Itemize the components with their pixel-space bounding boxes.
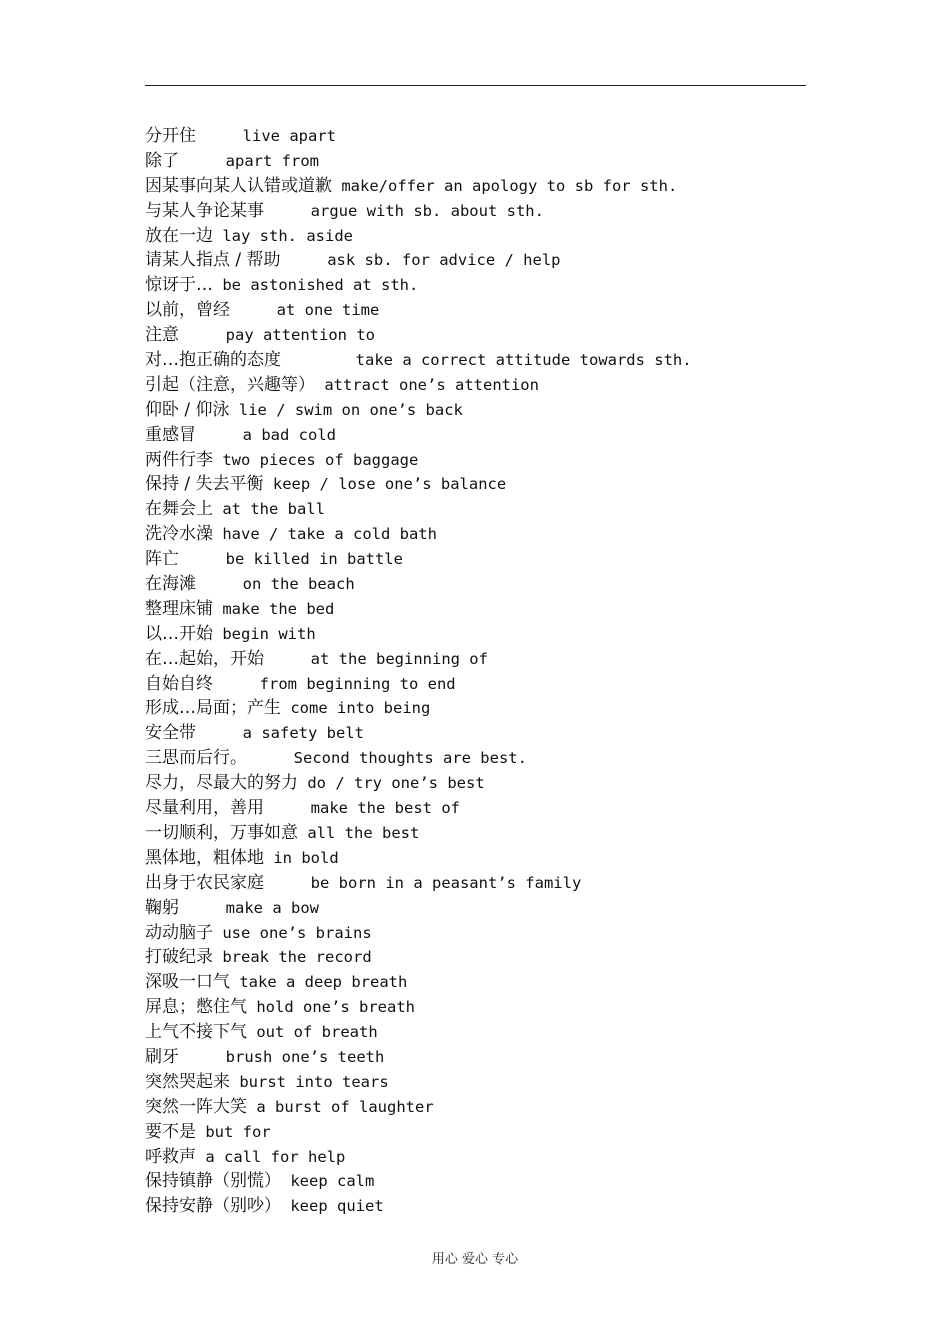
english-phrase: be killed in battle bbox=[225, 550, 403, 569]
chinese-phrase: 对…抱正确的态度 bbox=[145, 350, 281, 371]
chinese-phrase: 放在一边 bbox=[145, 225, 213, 246]
phrase-spacing bbox=[281, 699, 290, 717]
phrase-spacing bbox=[230, 401, 239, 419]
english-phrase: from beginning to end bbox=[259, 674, 456, 693]
vocab-entry bbox=[145, 497, 692, 522]
phrase-spacing bbox=[213, 600, 222, 618]
vocab-entry bbox=[145, 871, 692, 896]
english-phrase: at one time bbox=[276, 301, 380, 320]
chinese-phrase: 惊讶于… bbox=[145, 275, 213, 296]
english-phrase: keep calm bbox=[290, 1172, 375, 1191]
vocab-entry bbox=[145, 597, 692, 622]
vocab-entry bbox=[145, 472, 692, 497]
vocab-entry bbox=[145, 423, 692, 448]
phrase-spacing bbox=[196, 724, 243, 742]
phrase-spacing bbox=[213, 924, 222, 942]
chinese-phrase: 黑体地，粗体地 bbox=[145, 847, 264, 868]
phrase-spacing bbox=[264, 475, 273, 493]
english-phrase: ask sb. for advice / help bbox=[327, 251, 561, 270]
phrase-spacing bbox=[264, 202, 311, 220]
vocab-entry bbox=[145, 945, 692, 970]
vocab-entry bbox=[145, 846, 692, 871]
chinese-phrase: 阵亡 bbox=[145, 549, 179, 570]
phrase-spacing bbox=[247, 1023, 256, 1041]
english-phrase: break the record bbox=[222, 948, 372, 967]
chinese-phrase: 一切顺利，万事如意 bbox=[145, 822, 298, 843]
phrase-spacing bbox=[281, 251, 328, 269]
vocab-entry bbox=[145, 572, 692, 597]
vocab-entry bbox=[145, 373, 692, 398]
english-phrase: attract one’s attention bbox=[324, 375, 539, 394]
chinese-phrase: 保持镇静（别慌） bbox=[145, 1171, 281, 1192]
vocab-entry bbox=[145, 547, 692, 572]
phrase-spacing bbox=[281, 1172, 290, 1190]
phrase-spacing bbox=[281, 1197, 290, 1215]
phrase-spacing bbox=[213, 948, 222, 966]
english-phrase: use one’s brains bbox=[222, 923, 372, 942]
chinese-phrase: 深吸一口气 bbox=[145, 972, 230, 993]
english-phrase: a safety belt bbox=[242, 724, 364, 743]
phrase-spacing bbox=[247, 749, 294, 767]
vocab-entry bbox=[145, 248, 692, 273]
english-phrase: argue with sb. about sth. bbox=[310, 201, 544, 220]
phrase-spacing bbox=[247, 1098, 256, 1116]
chinese-phrase: 安全带 bbox=[145, 723, 196, 744]
vocab-entry bbox=[145, 1194, 692, 1219]
vocab-entry bbox=[145, 995, 692, 1020]
english-phrase: brush one’s teeth bbox=[225, 1047, 385, 1066]
phrase-spacing bbox=[213, 451, 222, 469]
english-phrase: be astonished at sth. bbox=[222, 276, 419, 295]
phrase-spacing bbox=[179, 899, 226, 917]
english-phrase: a bad cold bbox=[242, 425, 336, 444]
english-phrase: apart from bbox=[225, 151, 319, 170]
phrase-spacing bbox=[179, 550, 226, 568]
vocab-entry bbox=[145, 199, 692, 224]
english-phrase: lie / swim on one’s back bbox=[238, 400, 463, 419]
chinese-phrase: 整理床铺 bbox=[145, 598, 213, 619]
phrase-spacing bbox=[196, 127, 243, 145]
english-phrase: a call for help bbox=[205, 1147, 346, 1166]
phrase-spacing bbox=[196, 575, 243, 593]
vocab-entry bbox=[145, 398, 692, 423]
chinese-phrase: 尽量利用，善用 bbox=[145, 798, 264, 819]
vocab-entry bbox=[145, 647, 692, 672]
vocab-entry bbox=[145, 1145, 692, 1170]
vocab-entry bbox=[145, 522, 692, 547]
english-phrase: make the bed bbox=[222, 599, 335, 618]
chinese-phrase: 因某事向某人认错或道歉 bbox=[145, 175, 332, 196]
vocab-entry bbox=[145, 174, 692, 199]
phrase-spacing bbox=[230, 973, 239, 991]
chinese-phrase: 形成…局面；产生 bbox=[145, 698, 281, 719]
english-phrase: a burst of laughter bbox=[256, 1097, 434, 1116]
chinese-phrase: 突然一阵大笑 bbox=[145, 1096, 247, 1117]
chinese-phrase: 洗冷水澡 bbox=[145, 524, 213, 545]
chinese-phrase: 刷牙 bbox=[145, 1046, 179, 1067]
chinese-phrase: 分开住 bbox=[145, 126, 196, 146]
chinese-phrase: 突然哭起来 bbox=[145, 1071, 230, 1092]
chinese-phrase: 除了 bbox=[145, 150, 179, 171]
phrase-spacing bbox=[264, 874, 311, 892]
chinese-phrase: 在舞会上 bbox=[145, 499, 213, 520]
chinese-phrase: 自始自终 bbox=[145, 673, 213, 694]
english-phrase: at the beginning of bbox=[310, 649, 488, 668]
chinese-phrase: 打破纪录 bbox=[145, 947, 213, 968]
vocab-entry bbox=[145, 298, 692, 323]
vocab-entry bbox=[145, 273, 692, 298]
chinese-phrase: 动动脑子 bbox=[145, 922, 213, 943]
phrase-spacing bbox=[196, 1123, 205, 1141]
chinese-phrase: 与某人争论某事 bbox=[145, 200, 264, 221]
english-phrase: do / try one’s best bbox=[307, 774, 485, 793]
chinese-phrase: 以…开始 bbox=[145, 623, 213, 644]
chinese-phrase: 两件行李 bbox=[145, 449, 213, 470]
phrase-spacing bbox=[332, 177, 341, 195]
english-phrase: but for bbox=[205, 1122, 271, 1141]
phrase-spacing bbox=[179, 326, 226, 344]
phrase-spacing bbox=[264, 799, 311, 817]
english-phrase: on the beach bbox=[242, 575, 355, 594]
chinese-phrase: 三思而后行。 bbox=[145, 748, 247, 769]
english-phrase: keep / lose one’s balance bbox=[272, 475, 507, 494]
english-phrase: come into being bbox=[290, 699, 431, 718]
english-phrase: in bold bbox=[273, 848, 339, 867]
vocab-entry bbox=[145, 1169, 692, 1194]
vocab-entry bbox=[145, 896, 692, 921]
vocab-entry bbox=[145, 448, 692, 473]
chinese-phrase: 上气不接下气 bbox=[145, 1022, 247, 1043]
phrase-spacing bbox=[264, 849, 273, 867]
chinese-phrase: 以前，曾经 bbox=[145, 300, 230, 321]
chinese-phrase: 出身于农民家庭 bbox=[145, 872, 264, 893]
english-phrase: begin with bbox=[222, 624, 316, 643]
chinese-phrase: 在海滩 bbox=[145, 574, 196, 595]
phrase-spacing bbox=[179, 152, 226, 170]
vocab-entry bbox=[145, 1120, 692, 1145]
vocab-entry bbox=[145, 149, 692, 174]
english-phrase: lay sth. aside bbox=[222, 226, 353, 245]
english-phrase: make/offer an apology to sb for sth. bbox=[341, 176, 678, 195]
header-rule bbox=[145, 85, 806, 86]
phrase-spacing bbox=[213, 500, 222, 518]
chinese-phrase: 引起（注意，兴趣等） bbox=[145, 374, 315, 395]
english-phrase: pay attention to bbox=[225, 326, 375, 345]
english-phrase: out of breath bbox=[256, 1023, 378, 1042]
english-phrase: hold one’s breath bbox=[256, 998, 415, 1017]
vocab-entry bbox=[145, 1020, 692, 1045]
chinese-phrase: 仰卧 / 仰泳 bbox=[145, 399, 230, 420]
phrase-spacing bbox=[213, 625, 222, 643]
phrase-spacing bbox=[213, 276, 222, 294]
english-phrase: at the ball bbox=[222, 500, 325, 519]
vocab-entry bbox=[145, 696, 692, 721]
vocab-entry bbox=[145, 821, 692, 846]
phrase-spacing bbox=[196, 426, 243, 444]
vocabulary-list bbox=[145, 124, 692, 1219]
vocab-entry bbox=[145, 124, 692, 149]
page-footer: 用心 爱心 专心 bbox=[431, 1252, 519, 1267]
phrase-spacing bbox=[230, 301, 277, 319]
vocab-entry bbox=[145, 796, 692, 821]
english-phrase: live apart bbox=[242, 127, 336, 145]
phrase-spacing bbox=[281, 351, 356, 369]
chinese-phrase: 保持安静（别吵） bbox=[145, 1196, 281, 1217]
vocab-entry bbox=[145, 721, 692, 746]
chinese-phrase: 鞠躬 bbox=[145, 897, 179, 918]
vocab-entry bbox=[145, 672, 692, 697]
english-phrase: make the best of bbox=[310, 799, 460, 818]
english-phrase: keep quiet bbox=[290, 1197, 384, 1216]
vocab-entry bbox=[145, 771, 692, 796]
phrase-spacing bbox=[196, 1148, 205, 1166]
phrase-spacing bbox=[264, 650, 311, 668]
english-phrase: make a bow bbox=[225, 898, 319, 917]
vocab-entry bbox=[145, 746, 692, 771]
chinese-phrase: 保持 / 失去平衡 bbox=[145, 474, 264, 495]
chinese-phrase: 呼救声 bbox=[145, 1146, 196, 1167]
vocab-entry bbox=[145, 1095, 692, 1120]
english-phrase: be born in a peasant’s family bbox=[310, 873, 582, 892]
vocab-entry bbox=[145, 1045, 692, 1070]
english-phrase: take a correct attitude towards sth. bbox=[355, 351, 692, 370]
english-phrase: have / take a cold bath bbox=[222, 525, 437, 544]
chinese-phrase: 尽力，尽最大的努力 bbox=[145, 773, 298, 794]
english-phrase: two pieces of baggage bbox=[222, 450, 419, 469]
chinese-phrase: 请某人指点 / 帮助 bbox=[145, 250, 281, 271]
phrase-spacing bbox=[179, 1048, 226, 1066]
vocab-entry bbox=[145, 348, 692, 373]
vocab-entry bbox=[145, 921, 692, 946]
english-phrase: Second thoughts are best. bbox=[293, 749, 527, 768]
english-phrase: all the best bbox=[307, 823, 420, 842]
chinese-phrase: 在…起始，开始 bbox=[145, 648, 264, 669]
phrase-spacing bbox=[213, 675, 260, 693]
vocab-entry bbox=[145, 622, 692, 647]
english-phrase: burst into tears bbox=[239, 1072, 389, 1091]
vocab-entry bbox=[145, 970, 692, 995]
phrase-spacing bbox=[247, 998, 256, 1016]
phrase-spacing bbox=[298, 824, 307, 842]
phrase-spacing bbox=[213, 525, 222, 543]
vocab-entry bbox=[145, 1070, 692, 1095]
phrase-spacing bbox=[213, 227, 222, 245]
chinese-phrase: 屏息；憋住气 bbox=[145, 997, 247, 1018]
english-phrase: take a deep breath bbox=[239, 973, 408, 992]
vocab-entry bbox=[145, 323, 692, 348]
phrase-spacing bbox=[298, 774, 307, 792]
chinese-phrase: 重感冒 bbox=[145, 424, 196, 445]
phrase-spacing bbox=[230, 1073, 239, 1091]
phrase-spacing bbox=[315, 376, 324, 394]
vocab-entry bbox=[145, 224, 692, 249]
chinese-phrase: 注意 bbox=[145, 325, 179, 346]
chinese-phrase: 要不是 bbox=[145, 1121, 196, 1142]
